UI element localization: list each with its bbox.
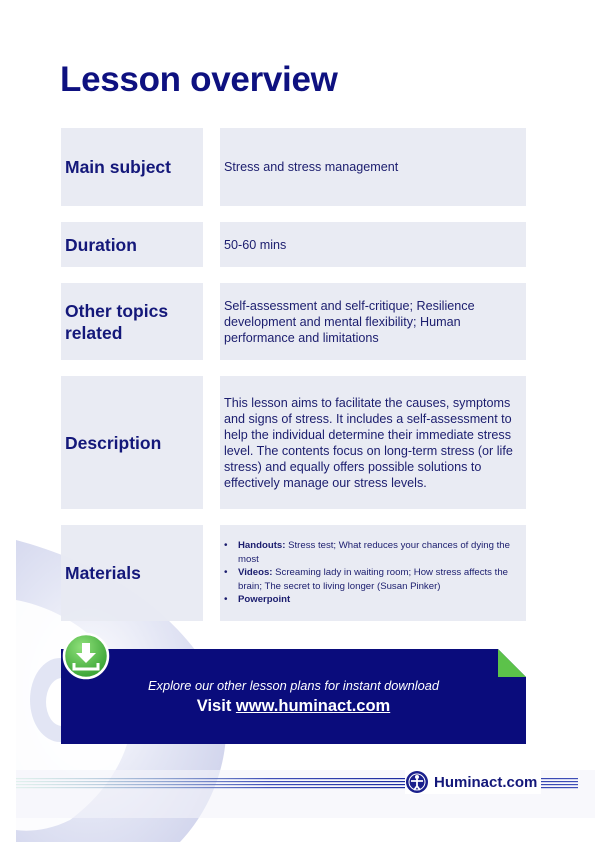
download-banner[interactable] bbox=[61, 649, 526, 744]
row-value-cell bbox=[220, 376, 526, 509]
banner-visit-text: Visit bbox=[196, 697, 236, 715]
row-value-cell bbox=[220, 128, 526, 206]
footer-brand-text: Huminact.com bbox=[434, 773, 538, 791]
row-label: Duration bbox=[65, 234, 137, 255]
row-label-cell bbox=[61, 376, 203, 509]
row-label: Description bbox=[65, 432, 162, 453]
huminact-logo-icon bbox=[405, 770, 429, 794]
materials-list bbox=[224, 539, 518, 607]
row-value: 50-60 mins bbox=[224, 237, 287, 252]
row-value-cell bbox=[220, 525, 526, 621]
row-value-cell bbox=[220, 222, 526, 267]
overview-row-description bbox=[61, 376, 526, 509]
row-label: Main subject bbox=[65, 157, 171, 177]
row-label-cell bbox=[61, 525, 203, 621]
banner-visit-line bbox=[61, 697, 526, 716]
banner-corner-fold bbox=[498, 649, 526, 677]
download-icon[interactable] bbox=[62, 632, 110, 680]
banner-url-link[interactable]: www.huminact.com bbox=[235, 697, 391, 715]
materials-item-text: Screaming lady in waiting room; How stress affects the brain; The secret to living longer (Susan Pinker) bbox=[238, 567, 508, 592]
materials-item-text: Stress test; What reduces your chances of dying the most bbox=[238, 540, 510, 565]
banner-subtitle: Explore our other lesson plans for instant download bbox=[148, 678, 439, 693]
page-title: Lesson overview bbox=[60, 60, 338, 99]
materials-item bbox=[224, 539, 518, 566]
materials-item bbox=[224, 566, 518, 593]
row-value: This lesson aims to facilitate the causes, symptoms and signs of stress. It includes a self-assessment to help the individual determine their immediate stress level. The contents focus on long-term stress (or life stress) and equally offers possible solutions to effectively manage our stress levels. bbox=[224, 395, 513, 490]
materials-item-heading: Videos: bbox=[238, 567, 273, 579]
overview-row-materials bbox=[61, 525, 526, 621]
footer-brand[interactable] bbox=[405, 770, 541, 794]
row-label: Materials bbox=[65, 563, 141, 583]
materials-item-heading: Powerpoint bbox=[238, 594, 291, 606]
materials-item-heading: Handouts: bbox=[238, 540, 286, 552]
materials-item bbox=[224, 593, 518, 607]
row-value-cell bbox=[220, 283, 526, 360]
overview-row-main-subject bbox=[61, 128, 526, 206]
row-value: Self-assessment and self-critique; Resilience development and mental flexibility; Human performance and limitations bbox=[224, 298, 475, 345]
row-value: Stress and stress management bbox=[224, 160, 399, 174]
row-label-cell bbox=[61, 128, 203, 206]
overview-row-other-topics bbox=[61, 283, 526, 360]
row-label-cell bbox=[61, 222, 203, 267]
row-label-cell bbox=[61, 283, 203, 360]
overview-row-duration bbox=[61, 222, 526, 267]
row-label: Other topics related bbox=[65, 300, 169, 343]
